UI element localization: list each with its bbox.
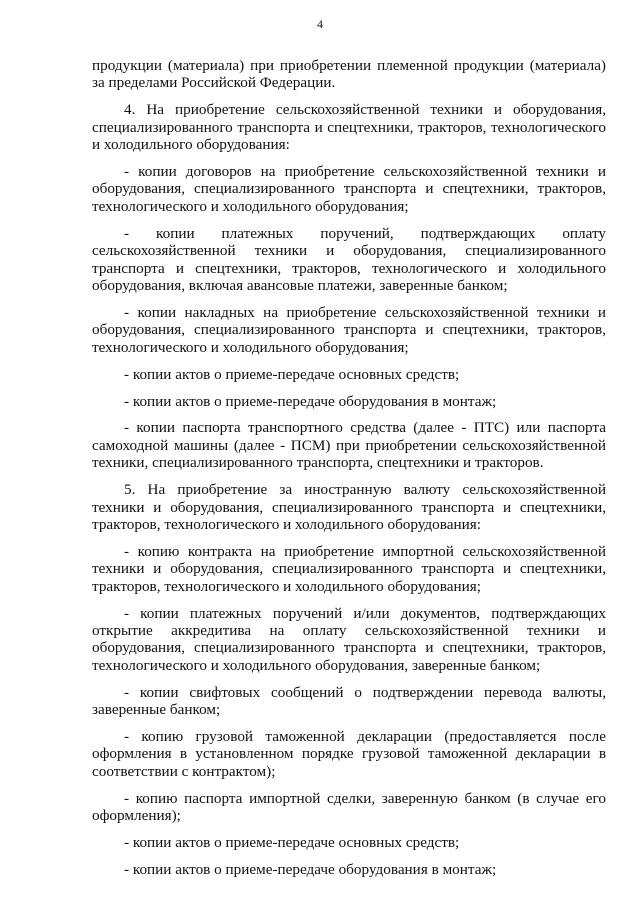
document-body <box>92 57 606 888</box>
paragraph-item-5-import-passport: - копию паспорта импортной сделки, заверенную банком (в случае его оформления); <box>92 789 606 825</box>
paragraph-item-5-acts-installation: - копии актов о приеме-передаче оборудования в монтаж; <box>124 860 497 878</box>
paragraph-item-4-acts-installation: - копии актов о приеме-передаче оборудования в монтаж; <box>124 392 497 410</box>
paragraph-item-5-heading: 5. На приобретение за иностранную валюту сельскохозяйственной техники и оборудования, специализированного транспорта и спецтехники, тракторов, технологического и холодильного оборудования: <box>92 481 606 533</box>
paragraph-item-5-contract: - копию контракта на приобретение импортной сельскохозяйственной техники и оборудования, специализированного транспорта и спецтехники, тракторов, технологического и холодильного оборудования; <box>92 542 606 595</box>
page-number: 4 <box>317 17 323 31</box>
paragraph-continuation: продукции (материала) при приобретении племенной продукции (материала) за пределами Российской Федерации. <box>92 57 606 92</box>
paragraph-item-4-vehicle-passport: - копии паспорта транспортного средства (далее - ПТС) или паспорта самоходной машины (далее - ПСМ) при приобретении сельскохозяйственной техники, специализированного транспорта, спецтехники и тракторов. <box>92 419 606 472</box>
paragraph-item-4-heading: 4. На приобретение сельскохозяйственной техники и оборудования, специализированного транспорта и спецтехники, тракторов, технологического и холодильного оборудования: <box>92 101 606 154</box>
paragraph-item-5-payment-orders: - копии платежных поручений и/или документов, подтверждающих открытие аккредитива на оплату сельскохозяйственной техники и оборудования, специализированного транспорта и спецтехники, тракторов, технологического и холодильного оборудования, заверенные банком; <box>92 604 606 674</box>
paragraph-item-5-swift-messages: - копии свифтовых сообщений о подтверждении перевода валюты, заверенные банком; <box>92 683 606 719</box>
paragraph-item-4-acts-fixed-assets: - копии актов о приеме-передаче основных средств; <box>124 365 460 383</box>
paragraph-item-4-contracts: - копии договоров на приобретение сельскохозяйственной техники и оборудования, специализированного транспорта и спецтехники, тракторов, технологического и холодильного оборудования; <box>92 163 606 215</box>
paragraph-item-5-customs-declaration: - копию грузовой таможенной декларации (предоставляется после оформления в установленном порядке грузовой таможенной декларации в соответствии с контрактом); <box>92 728 606 780</box>
paragraph-item-4-payment-orders: - копии платежных поручений, подтверждающих оплату сельскохозяйственной техники и оборудования, специализированного транспорта и спецтехники, тракторов, технологического и холодильного оборудования, включая авансовые платежи, заверенные банком; <box>92 224 606 294</box>
paragraph-item-5-acts-fixed-assets: - копии актов о приеме-передаче основных средств; <box>124 834 460 852</box>
paragraph-item-4-invoices: - копии накладных на приобретение сельскохозяйственной техники и оборудования, специализированного транспорта и спецтехники, тракторов, технологического и холодильного оборудования; <box>92 303 606 356</box>
